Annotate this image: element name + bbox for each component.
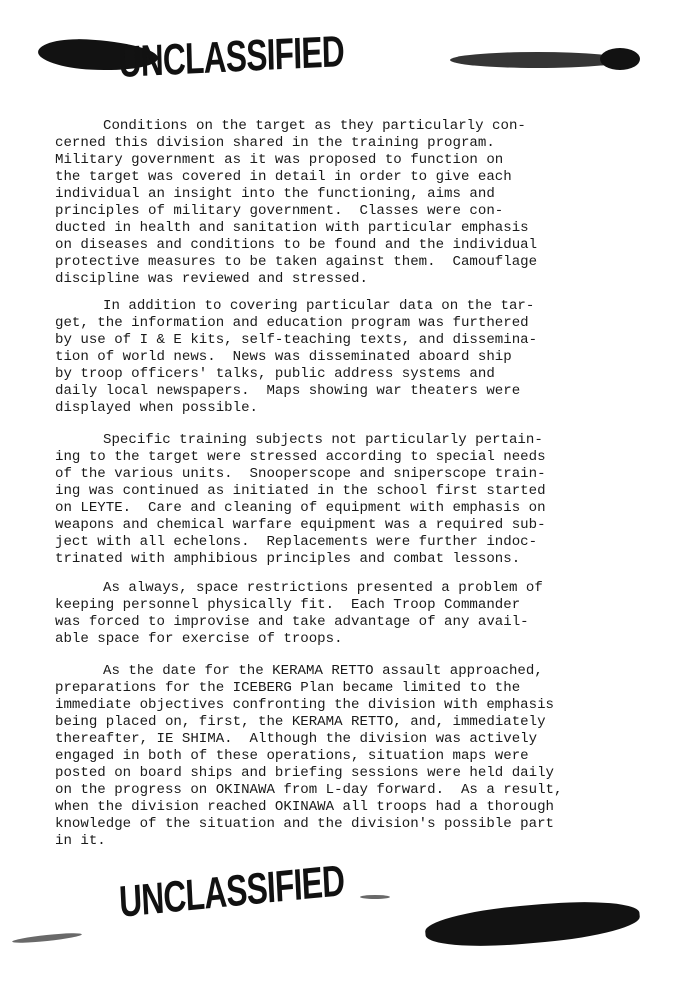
text-line: immediate objectives confronting the division with emphasis — [55, 697, 554, 713]
text-line: cerned this division shared in the training program. — [55, 135, 495, 151]
classification-stamp-bottom: UNCLASSIFIED — [118, 856, 346, 927]
text-line: discipline was reviewed and stressed. — [55, 271, 368, 287]
text-line: As the date for the KERAMA RETTO assault approached, — [103, 663, 543, 679]
text-line: the target was covered in detail in order to give each — [55, 169, 512, 185]
text-line: ing to the target were stressed according to special needs — [55, 449, 546, 465]
text-line: ject with all echelons. Replacements were further indoc- — [55, 534, 538, 550]
text-line: principles of military government. Classes were con- — [55, 203, 504, 219]
text-line: trinated with amphibious principles and combat lessons. — [55, 551, 521, 567]
text-line: In addition to covering particular data on the tar- — [103, 298, 535, 314]
text-line: able space for exercise of troops. — [55, 631, 343, 647]
text-line: preparations for the ICEBERG Plan became limited to the — [55, 680, 521, 696]
text-line: on diseases and conditions to be found and the individual — [55, 237, 538, 253]
redaction-mark — [450, 52, 625, 68]
text-line: thereafter, IE SHIMA. Although the division was actively — [55, 731, 538, 747]
text-line: keeping personnel physically fit. Each Troop Commander — [55, 597, 521, 613]
ink-smudge — [360, 895, 390, 899]
text-line: displayed when possible. — [55, 400, 258, 416]
text-line: posted on board ships and briefing sessions were held daily — [55, 765, 554, 781]
text-line: weapons and chemical warfare equipment was a required sub- — [55, 517, 546, 533]
redaction-mark — [600, 48, 640, 70]
text-line: Military government as it was proposed to function on — [55, 152, 504, 168]
text-line: get, the information and education program was furthered — [55, 315, 529, 331]
text-line: knowledge of the situation and the division's possible part — [55, 816, 554, 832]
text-line: in it. — [55, 833, 106, 849]
ink-smudge — [12, 931, 82, 944]
text-line: Specific training subjects not particularly pertain- — [103, 432, 543, 448]
text-line: on the progress on OKINAWA from L-day forward. As a result, — [55, 782, 563, 798]
text-line: engaged in both of these operations, situation maps were — [55, 748, 529, 764]
text-line: ing was continued as initiated in the school first started — [55, 483, 546, 499]
text-line: on LEYTE. Care and cleaning of equipment with emphasis on — [55, 500, 546, 516]
text-line: by troop officers' talks, public address systems and — [55, 366, 495, 382]
text-line: when the division reached OKINAWA all troops had a thorough — [55, 799, 554, 815]
text-line: was forced to improvise and take advantage of any avail- — [55, 614, 529, 630]
text-line: by use of I & E kits, self-teaching texts, and dissemina- — [55, 332, 538, 348]
redaction-mark — [424, 896, 641, 953]
text-line: daily local newspapers. Maps showing war theaters were — [55, 383, 521, 399]
text-line: Conditions on the target as they particularly con- — [103, 118, 526, 134]
text-line: individual an insight into the functioning, aims and — [55, 186, 495, 202]
text-line: protective measures to be taken against them. Camouflage — [55, 254, 538, 270]
classification-stamp-top: UNCLASSIFIED — [118, 27, 345, 87]
text-line: of the various units. Snooperscope and sniperscope train- — [55, 466, 546, 482]
text-line: being placed on, first, the KERAMA RETTO, and, immediately — [55, 714, 546, 730]
text-line: As always, space restrictions presented a problem of — [103, 580, 543, 596]
text-line: ducted in health and sanitation with particular emphasis — [55, 220, 529, 236]
text-line: tion of world news. News was disseminated aboard ship — [55, 349, 512, 365]
